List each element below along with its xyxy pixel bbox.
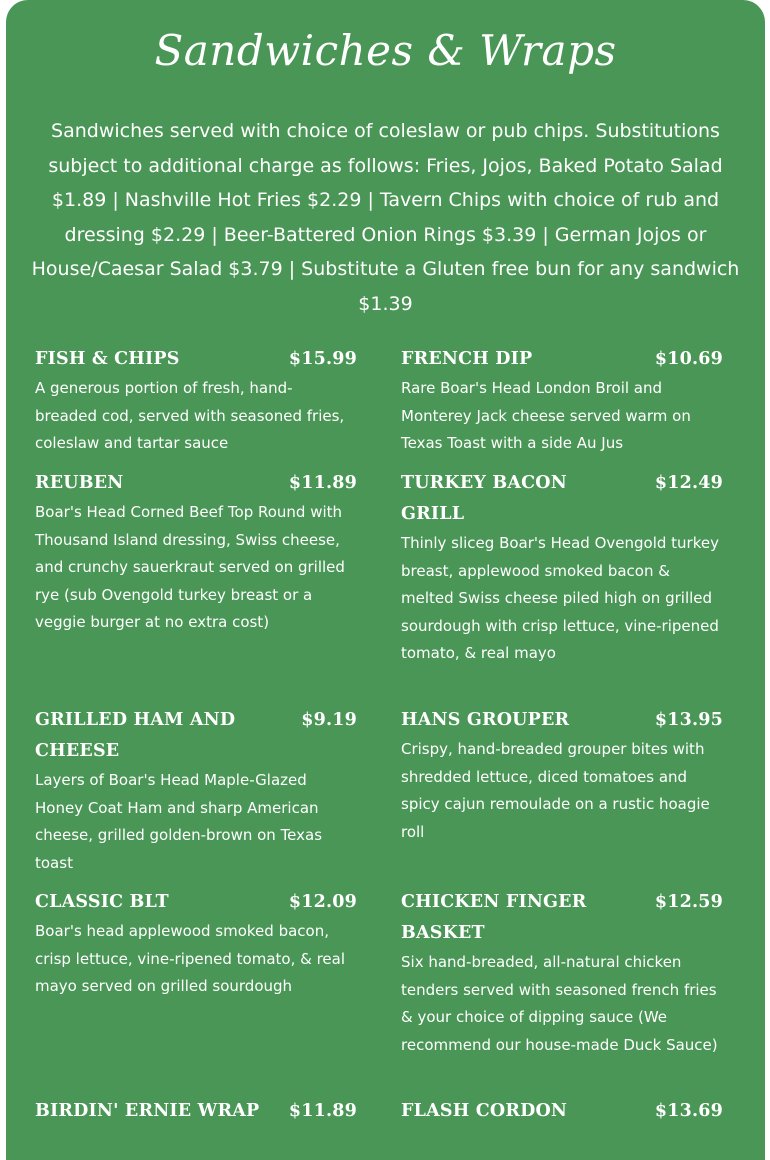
section-title: Sandwiches & Wraps — [154, 26, 617, 75]
menu-item-french-dip — [401, 344, 723, 458]
item-price: $15.99 — [288, 349, 357, 369]
item-description: Crispy, hand-breaded grouper bites with shredded lettuce, diced tomatoes and spicy cajun remoulade on a rustic hoagie roll — [401, 740, 710, 841]
item-description: Boar's Head Corned Beef Top Round with Thousand Island dressing, Swiss cheese, and crunchy sauerkraut served on grilled rye (sub Ovengold turkey breast or a veggie burger at no extra cost) — [35, 503, 345, 631]
item-name: FRENCH DIP — [401, 349, 533, 369]
menu-card — [6, 0, 765, 1160]
menu-item-turkey-bacon-grill — [401, 468, 723, 668]
item-price: $12.59 — [654, 892, 723, 912]
menu-item-hans-grouper — [401, 705, 723, 846]
item-price: $11.89 — [288, 1101, 357, 1121]
item-name: CLASSIC BLT — [35, 892, 169, 912]
menu-item-grilled-ham-and-cheese — [35, 705, 357, 877]
item-name: TURKEY BACON GRILL — [401, 473, 567, 524]
item-price: $13.95 — [654, 710, 723, 730]
menu-item-flash-cordon — [401, 1096, 723, 1127]
item-description: Thinly sliceg Boar's Head Ovengold turkey breast, applewood smoked bacon & melted Swiss cheese piled high on grilled sourdough with crisp lettuce, vine-ripened tomato, & real mayo — [401, 534, 719, 662]
item-price: $11.89 — [288, 473, 357, 493]
item-name: REUBEN — [35, 473, 124, 493]
menu-item-birdin-ernie-wrap — [35, 1096, 357, 1127]
item-price: $12.09 — [288, 892, 357, 912]
item-price: $12.49 — [654, 473, 723, 493]
menu-item-chicken-finger-basket — [401, 887, 723, 1059]
item-name: GRILLED HAM AND CHEESE — [35, 710, 236, 761]
item-name: BIRDIN' ERNIE WRAP — [35, 1101, 260, 1121]
item-name: FLASH CORDON — [401, 1101, 568, 1121]
item-description: Six hand-breaded, all-natural chicken tenders served with seasoned french fries & your choice of dipping sauce (We recommend our house-made Duck Sauce) — [401, 953, 718, 1054]
item-name: HANS GROUPER — [401, 710, 570, 730]
item-description: A generous portion of fresh, hand-breaded cod, served with seasoned fries, coleslaw and tartar sauce — [35, 379, 345, 452]
item-description: Rare Boar's Head London Broil and Monterey Jack cheese served warm on Texas Toast with a side Au Jus — [401, 379, 691, 452]
item-price: $10.69 — [654, 349, 723, 369]
intro-text: Sandwiches served with choice of coleslaw or pub chips. Substitutions subject to additional charge as follows: Fries, Jojos, Baked Potato Salad $1.89 | Nashville Hot Fries $2.29 | Tavern Chips with choice of rub and dressing $2.29 | Beer-Battered Onion Rings $3.39 | German Jojos or House/Caesar Salad $3.79 | Substitute a Gluten free bun for any sandwich $1.39 — [31, 120, 740, 315]
item-name: FISH & CHIPS — [35, 349, 180, 369]
item-price: $13.69 — [654, 1101, 723, 1121]
item-description: Boar's head applewood smoked bacon, crisp lettuce, vine-ripened tomato, & real mayo served on grilled sourdough — [35, 922, 346, 995]
item-price: $9.19 — [301, 710, 357, 730]
menu-item-classic-blt — [35, 887, 357, 1001]
item-description: Layers of Boar's Head Maple-Glazed Honey Coat Ham and sharp American cheese, grilled golden-brown on Texas toast — [35, 771, 323, 872]
menu-item-fish-and-chips — [35, 344, 357, 458]
menu-item-reuben — [35, 468, 357, 637]
item-name: CHICKEN FINGER BASKET — [401, 892, 587, 943]
